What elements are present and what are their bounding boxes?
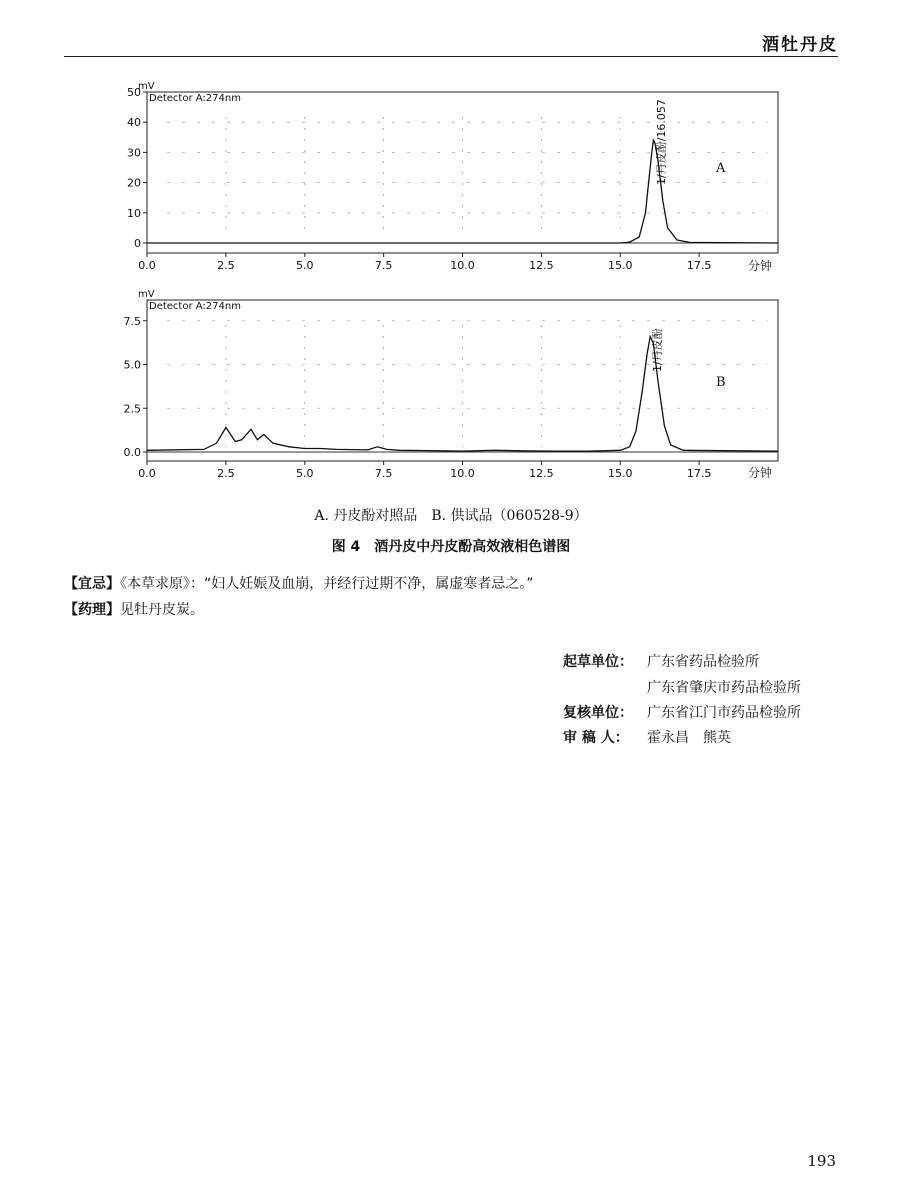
x-tick-label: 15.0	[608, 259, 633, 272]
figure-caption: 图 4 酒丹皮中丹皮酚高效液相色谱图	[331, 539, 571, 555]
y-unit-label: mV	[138, 81, 155, 92]
drafting-unit-row	[563, 651, 759, 671]
x-tick-label: 0.0	[138, 259, 156, 272]
review-unit-label: 复核单位：	[563, 705, 633, 721]
x-tick-label: 5.0	[296, 467, 314, 480]
x-tick-label: 15.0	[608, 467, 633, 480]
y-unit-label: mV	[138, 289, 155, 300]
y-tick-label: 10	[127, 206, 141, 220]
axis-ticks	[124, 315, 779, 480]
reviewer-names: 霍永昌 熊英	[647, 730, 731, 746]
figure-legend: A. 丹皮酚对照品 B. 供试品（060528-9）	[314, 508, 588, 524]
drafting-unit-row-2	[563, 677, 801, 697]
x-tick-label: 7.5	[374, 467, 393, 480]
x-tick-label: 12.5	[529, 259, 554, 272]
x-tick-label: 7.5	[374, 259, 393, 272]
peak-label: 1/丹皮酚	[651, 328, 664, 372]
y-tick-label: 20	[127, 176, 141, 190]
x-tick-label: 2.5	[217, 467, 235, 480]
y-tick-label: 7.5	[123, 314, 141, 328]
contraindication-label: 【宜忌】	[64, 576, 120, 592]
x-unit-label: 分钟	[748, 259, 773, 273]
drafting-unit-label: 起草单位：	[563, 654, 633, 670]
peak-label: 1/丹皮酚/16.057	[655, 99, 668, 185]
panel-label: A	[716, 161, 726, 176]
y-tick-label: 0.0	[123, 446, 141, 459]
drafting-unit-1: 广东省药品检验所	[647, 654, 759, 670]
x-unit-label: 分钟	[748, 466, 773, 480]
x-tick-label: 17.5	[686, 259, 712, 272]
y-tick-label: 40	[127, 116, 141, 130]
x-tick-label: 2.5	[217, 259, 235, 272]
y-tick-label: 30	[127, 146, 141, 160]
x-tick-label: 12.5	[529, 467, 554, 480]
pharmacology-paragraph	[64, 599, 204, 619]
page-number: 193	[807, 1152, 836, 1170]
y-tick-label: 5.0	[123, 358, 141, 372]
detector-label: Detector A:274nm	[149, 301, 241, 312]
contraindication-text: 《本草求原》：“妇人妊娠及血崩，并经行过期不净，属虚寒者忌之。”	[120, 576, 534, 592]
y-tick-label: 2.5	[123, 402, 141, 416]
x-tick-label: 10.0	[450, 259, 475, 272]
reviewer-row	[563, 727, 731, 747]
review-unit-row	[563, 702, 801, 722]
x-tick-label: 5.0	[296, 259, 314, 272]
x-tick-label: 17.5	[686, 467, 712, 480]
review-unit: 广东省江门市药品检验所	[647, 705, 801, 721]
detector-label: Detector A:274nm	[149, 93, 241, 104]
header-title: 酒牡丹皮	[762, 35, 838, 55]
y-tick-label: 50	[127, 86, 141, 99]
faint-gridlines	[167, 321, 768, 447]
contraindication-paragraph	[64, 573, 534, 593]
drafting-unit-2: 广东省肇庆市药品检验所	[647, 680, 801, 696]
pharmacology-label: 【药理】	[64, 602, 120, 618]
pharmacology-text: 见牡丹皮炭。	[120, 602, 204, 618]
panel-label: B	[716, 375, 726, 390]
chromatogram-b	[0, 0, 902, 480]
reviewer-label: 审 稿 人：	[563, 730, 629, 746]
trace-line	[147, 337, 778, 452]
x-tick-label: 10.0	[450, 467, 475, 480]
y-tick-label: 0	[134, 237, 141, 250]
x-tick-label: 0.0	[138, 467, 156, 480]
